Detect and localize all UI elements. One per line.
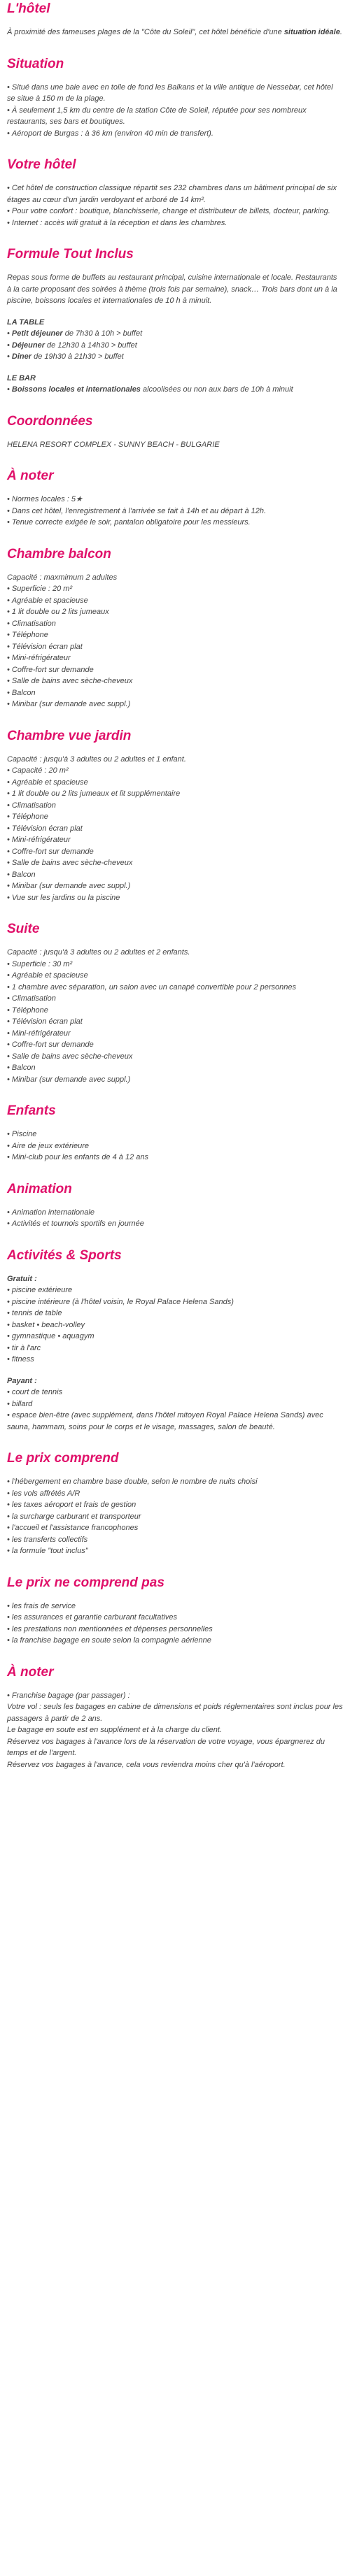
section-chambre-jardin [7,729,343,904]
section-title-coordonnees: Coordonnées [7,413,93,429]
room-capacity: Capacité : jusqu'à 3 adultes ou 2 adultes et 1 enfant. [7,754,186,764]
list-item: • Balcon [7,1062,343,1074]
meal-hours: de 7h30 à 10h > buffet [62,329,143,338]
list-item: • les assurances et garantie carburant facultatives [7,1612,343,1624]
list-item: • Dans cet hôtel, l'enregistrement à l'arrivée se fait à 14h et au départ à 12h. [7,506,343,517]
section-activites [7,1248,343,1433]
list-item: • basket • beach-volley [7,1319,343,1331]
bar-drinks: Boissons locales et internationales [11,385,141,394]
list-item: • la formule "tout inclus" [7,1545,343,1557]
section-title-a-noter: À noter [7,468,54,483]
section-enfants [7,1103,343,1164]
room-capacity: Capacité : jusqu'à 3 adultes ou 2 adultes et 2 enfants. [7,948,190,957]
list-item [7,351,343,363]
gratuit-list [7,1285,343,1366]
list-item: • les taxes aéroport et frais de gestion [7,1499,343,1511]
list-item: • Salle de bains avec sèche-cheveux [7,1051,343,1063]
hotel-intro-end: . [340,28,342,36]
meal-name: Déjeuner [11,341,45,350]
list-item: • court de tennis [7,1387,343,1398]
list-item: • Climatisation [7,993,343,1005]
list-item: • la franchise bagage en soute selon la compagnie aérienne [7,1635,343,1647]
list-item: • Agréable et spacieuse [7,970,343,982]
list-item [7,328,343,340]
enfants-list [7,1129,343,1164]
section-title-prix-ne-comprend: Le prix ne comprend pas [7,1575,164,1590]
section-title-chambre-balcon: Chambre balcon [7,546,111,561]
list-item: • Télévision écran plat [7,1016,343,1028]
section-title-animation: Animation [7,1181,72,1196]
list-item: • Coffre-fort sur demande [7,846,343,858]
list-item: • 1 chambre avec séparation, un salon avec un canapé convertible pour 2 personnes [7,982,343,994]
list-item: • la surcharge carburant et transporteur [7,1511,343,1523]
list-item: • les prestations non mentionnées et dépenses personnelles [7,1624,343,1636]
bar-list [7,384,343,396]
section-title-votre-hotel: Votre hôtel [7,157,76,172]
section-title-activites: Activités & Sports [7,1247,122,1263]
list-item: • tir à l'arc [7,1343,343,1354]
gratuit-title: Gratuit : [7,1274,37,1283]
list-item: • tennis de table [7,1308,343,1319]
list-item: • Pour votre confort : boutique, blanchisserie, change et distributeur de billets, docteur, parking. [7,206,343,217]
bar-hours: alcoolisées ou non aux bars de 10h à minuit [140,385,293,394]
list-item: • Téléphone [7,1005,343,1017]
meal-name: Diner [11,352,32,361]
section-animation [7,1182,343,1230]
list-item: • Coffre-fort sur demande [7,1039,343,1051]
list-item: • Activités et tournois sportifs en journée [7,1218,343,1230]
situation-list [7,82,343,140]
list-item: • Animation internationale [7,1207,343,1219]
list-item: • Climatisation [7,618,343,630]
section-prix-comprend [7,1451,343,1557]
section-a-noter-2 [7,1665,343,1771]
list-item: • Tenue correcte exigée le soir, pantalon obligatoire pour les messieurs. [7,517,343,529]
chambre-jardin-list [7,765,343,903]
list-item: • Internet : accès wifi gratuit à la réception et dans les chambres. [7,217,343,229]
section-title-situation: Situation [7,56,64,71]
list-item: • les frais de service [7,1601,343,1612]
prix-ne-comprend-list [7,1601,343,1647]
list-item: • Climatisation [7,800,343,812]
payant-title: Payant : [7,1376,37,1385]
chambre-balcon-list [7,583,343,710]
room-capacity: Capacité : maxmimum 2 adultes [7,573,118,582]
list-item: • Vue sur les jardins ou la piscine [7,892,343,904]
section-title-a-noter-2: À noter [7,1664,54,1680]
prix-comprend-list [7,1476,343,1557]
section-suite [7,922,343,1085]
table-title: LA TABLE [7,317,45,327]
list-item: • Piscine [7,1129,343,1140]
meal-hours: de 12h30 à 14h30 > buffet [45,341,137,350]
section-formule [7,247,343,396]
list-item: • gymnastique • aquagym [7,1331,343,1343]
section-title-formule: Formule Tout Inclus [7,247,134,262]
list-item: • Balcon [7,687,343,699]
list-item: • piscine intérieure (à l'hôtel voisin, le Royal Palace Helena Sands) [7,1296,343,1308]
animation-list [7,1207,343,1230]
baggage-line: Réservez vos bagages à l'avance lors de la réservation de votre voyage, vous épargnerez du temps et de l'argent. [7,1737,325,1757]
meals-list [7,328,343,363]
list-item: • Capacité : 20 m² [7,765,343,777]
baggage-line: Le bagage en soute est en supplément et à la charge du client. [7,1726,222,1734]
list-item: • Téléphone [7,629,343,641]
list-item: • Mini-réfrigérateur [7,652,343,664]
list-item: • Mini-réfrigérateur [7,834,343,846]
baggage-line: Votre vol : seuls les bagages en cabine de dimensions et poids réglementaires sont inclus pour les passagers à partir de 2 ans. [7,1703,343,1723]
baggage-line: Réservez vos bagages à l'avance, cela vous reviendra moins cher qu'à l'aéroport. [7,1760,286,1769]
list-item: • piscine extérieure [7,1285,343,1296]
list-item: • Salle de bains avec sèche-cheveux [7,675,343,687]
section-title-prix-comprend: Le prix comprend [7,1451,119,1466]
list-item: • les transferts collectifs [7,1534,343,1546]
list-item: • Télévision écran plat [7,823,343,835]
list-item: • Téléphone [7,811,343,823]
list-item [7,384,343,396]
section-title-enfants: Enfants [7,1103,56,1118]
suite-list [7,959,343,1086]
section-votre-hotel [7,157,343,229]
section-title-suite: Suite [7,922,40,936]
hotel-intro-bold: situation idéale [284,28,340,36]
section-title-chambre-jardin: Chambre vue jardin [7,728,132,743]
list-item: • Normes locales : 5★ [7,494,343,506]
section-coordonnees [7,414,343,451]
list-item: • Coffre-fort sur demande [7,664,343,676]
section-title-hotel: L'hôtel [7,1,50,16]
list-item: • fitness [7,1354,343,1366]
list-item: • billard [7,1398,343,1410]
bar-title: LE BAR [7,373,36,382]
list-item: • Minibar (sur demande avec suppl.) [7,699,343,710]
list-item: • Agréable et spacieuse [7,595,343,607]
list-item: • Superficie : 30 m² [7,959,343,971]
list-item: • Balcon [7,869,343,881]
list-item: • l'hébergement en chambre base double, selon le nombre de nuits choisi [7,1476,343,1488]
list-item: • Situé dans une baie avec en toile de fond les Balkans et la ville antique de Nessebar, cet hôtel se situe à 150 m de la plage. [7,82,343,105]
section-chambre-balcon [7,547,343,710]
hotel-intro [7,27,343,38]
list-item: • 1 lit double ou 2 lits jumeaux et lit supplémentaire [7,788,343,800]
baggage-line: • Franchise bagage (par passager) : [7,1691,130,1700]
section-hotel [7,1,343,38]
list-item: • Agréable et spacieuse [7,777,343,789]
list-item: • 1 lit double ou 2 lits jumeaux [7,606,343,618]
list-item: • les vols affrétés A/R [7,1488,343,1500]
hotel-intro-text: À proximité des fameuses plages de la "Côte du Soleil", cet hôtel bénéficie d'une [7,28,284,36]
formule-intro: Repas sous forme de buffets au restaurant principal, cuisine internationale et locale. Restaurants à la carte proposant des soirées à thème (trois fois par semaine), snack… Trois bars dont un à la piscine, boissons locales et internationales de 10 h à minuit. [7,273,337,305]
list-item: • espace bien-être (avec supplément, dans l'hôtel mitoyen Royal Palace Helena Sands) avec sauna, hammam, soins pour le corps et le visage, massages, salon de beauté. [7,1410,343,1433]
list-item: • Aéroport de Burgas : à 36 km (environ 40 min de transfert). [7,128,343,140]
meal-hours: de 19h30 à 21h30 > buffet [31,352,124,361]
list-item: • Cet hôtel de construction classique répartit ses 232 chambres dans un bâtiment principal de six étages au cœur d'un jardin verdoyant et arboré de 14 km². [7,183,343,206]
a-noter-list [7,494,343,529]
section-situation [7,57,343,140]
votre-hotel-list [7,183,343,229]
list-item [7,340,343,352]
section-prix-ne-comprend [7,1575,343,1647]
hotel-address: HELENA RESORT COMPLEX - SUNNY BEACH - BULGARIE [7,440,220,449]
list-item: • À seulement 1,5 km du centre de la station Côte de Soleil, réputée pour ses nombreux restaurants, ses bars et boutiques. [7,105,343,128]
list-item: • Mini-réfrigérateur [7,1028,343,1040]
section-a-noter [7,468,343,529]
list-item: • Mini-club pour les enfants de 4 à 12 ans [7,1152,343,1164]
list-item: • Superficie : 20 m² [7,583,343,595]
meal-name: Petit déjeuner [11,329,63,338]
list-item: • l'accueil et l'assistance francophones [7,1522,343,1534]
list-item: • Aire de jeux extérieure [7,1140,343,1152]
list-item: • Minibar (sur demande avec suppl.) [7,880,343,892]
payant-list [7,1387,343,1433]
list-item: • Salle de bains avec sèche-cheveux [7,857,343,869]
list-item: • Télévision écran plat [7,641,343,653]
list-item: • Minibar (sur demande avec suppl.) [7,1074,343,1086]
